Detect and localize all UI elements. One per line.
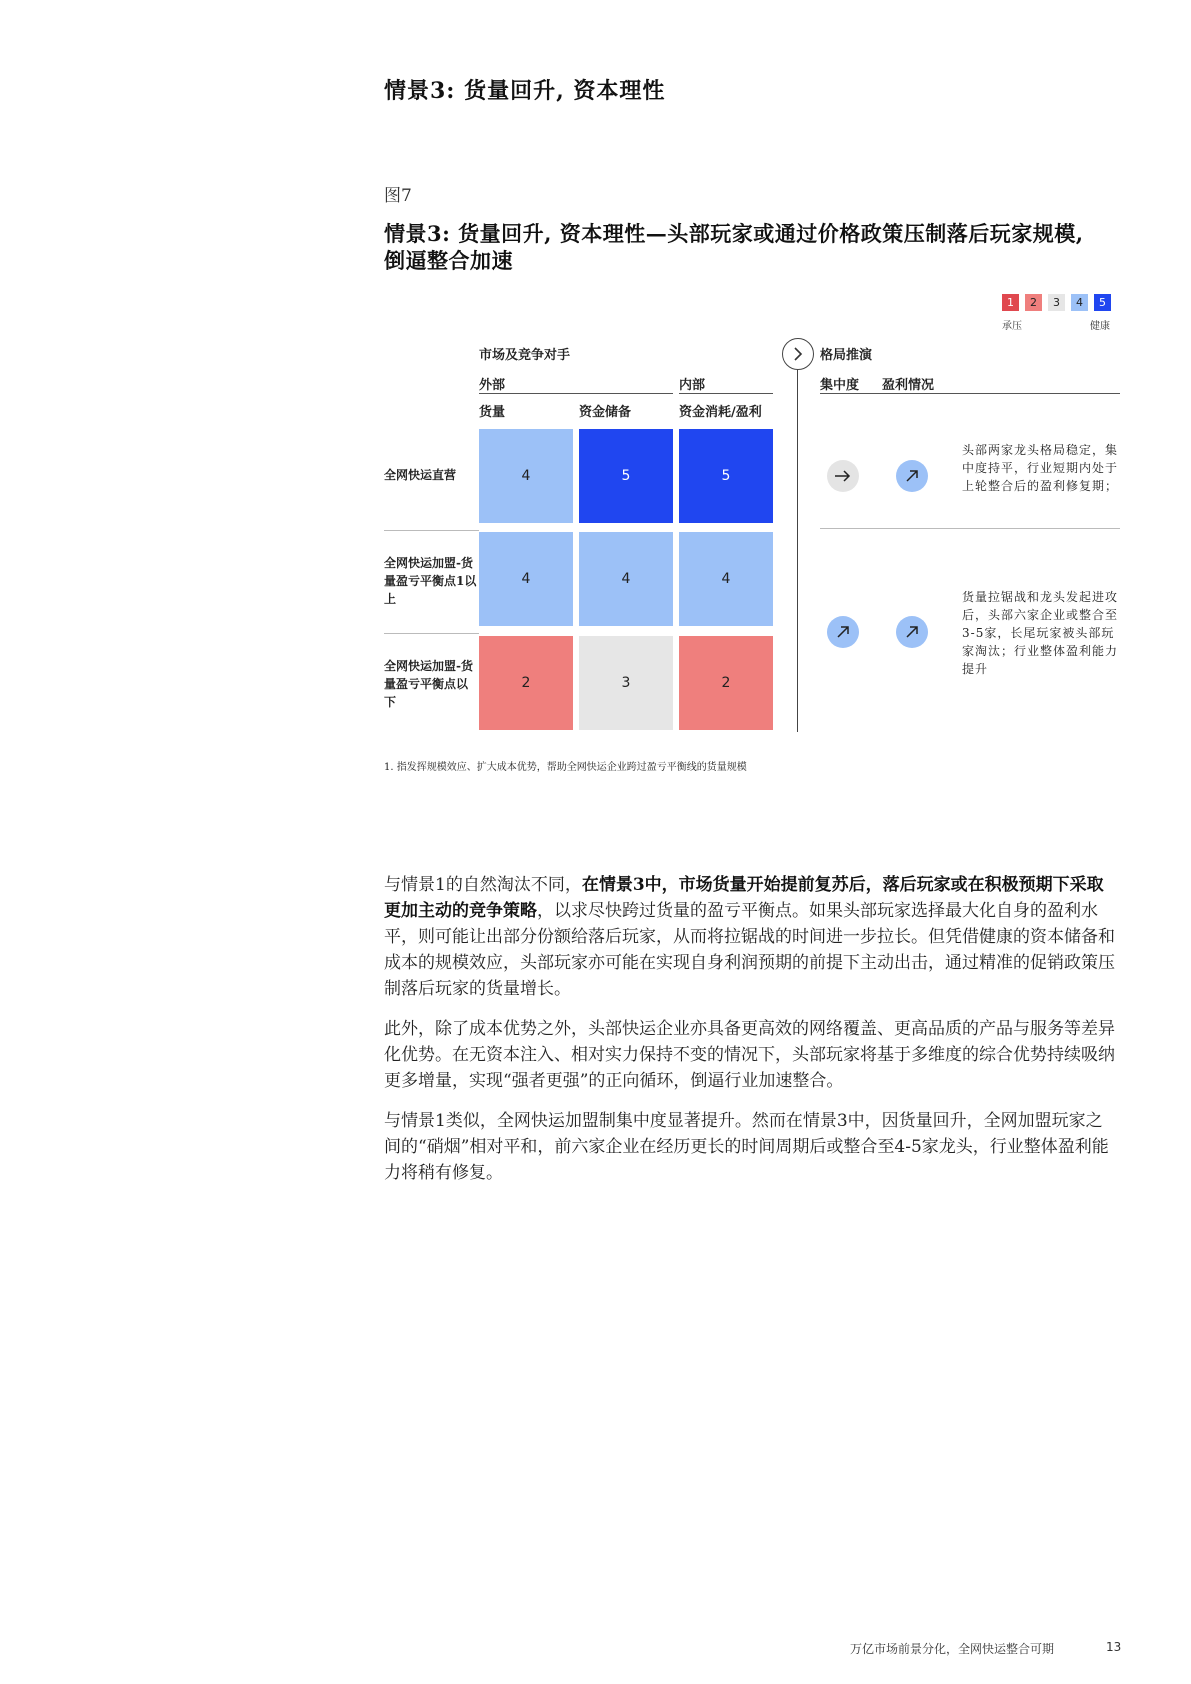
internal-rule <box>679 393 773 394</box>
section-title: 情景3: 货量回升, 资本理性 <box>384 78 666 104</box>
heatmap-cell: 4 <box>579 532 673 626</box>
legend-1: 1 <box>1002 294 1019 311</box>
heatmap-cell: 4 <box>679 532 773 626</box>
outlook-note-2: 货量拉锯战和龙头发起进攻后，头部六家企业或整合至3-5家，长尾玩家被头部玩家淘汰；行业整体盈利能力提升 <box>962 590 1119 676</box>
outlook-col-profit: 盈利情况 <box>882 378 935 393</box>
paragraph-emphasis: 在情景3中，市场货量开始提前复苏后，落后玩家或在积极预期下采取更加主动的竞争策略 <box>384 875 1104 921</box>
legend-3: 3 <box>1048 294 1065 311</box>
paragraph-text: ，以求尽快跨过货量的盈亏平衡点。如果头部玩家选择最大化自身的盈利水平，则可能让出部分份额给落后玩家，从而将拉锯战的时间进一步拉长。但凭借健康的资本储备和成本的规模效应，头部玩家亦可能在实现自身利润预期的前提下主动出击，通过精准的促销政策压制落后玩家的货量增长。 <box>384 901 1115 999</box>
col-header-burn: 资金消耗/盈利 <box>679 405 762 420</box>
heatmap-cell: 5 <box>679 429 773 523</box>
arrow-right-icon <box>827 460 859 492</box>
outlook-header: 格局推演 <box>820 348 873 363</box>
heatmap-cell: 4 <box>479 532 573 626</box>
legend-5: 5 <box>1094 294 1111 311</box>
color-legend <box>1002 294 1117 311</box>
outlook-note-1: 头部两家龙头格局稳定，集中度持平，行业短期内处于上轮整合后的盈利修复期； <box>962 443 1119 493</box>
external-rule <box>479 393 673 394</box>
legend-2: 2 <box>1025 294 1042 311</box>
row-divider <box>384 633 479 634</box>
outlook-row-divider <box>820 528 1120 529</box>
row-label-franchise-below: 全网快运加盟-货量盈亏平衡点以下 <box>384 659 473 709</box>
col-header-capital: 资金储备 <box>579 405 632 420</box>
page-number: 13 <box>1106 1640 1122 1654</box>
row-label-direct: 全网快运直营 <box>384 468 457 482</box>
figure-footnote: 1. 指发挥规模效应、扩大成本优势，帮助全网快运企业跨过盈亏平衡线的货量规模 <box>384 762 747 773</box>
figure-number: 图7 <box>384 186 412 206</box>
body-paragraph-2: 此外，除了成本优势之外，头部快运企业亦具备更高效的网络覆盖、更高品质的产品与服务等差异化优势。在无资本注入、相对实力保持不变的情况下，头部玩家将基于多维度的综合优势持续吸纳更多增量，实现“强者更强”的正向循环，倒逼行业加速整合。 <box>384 1019 1115 1091</box>
body-paragraph-3: 与情景1类似，全网快运加盟制集中度显著提升。然而在情景3中，因货量回升，全网加盟玩家之间的“硝烟”相对平和，前六家企业在经历更长的时间周期后或整合至4-5家龙头，行业整体盈利能力将稍有修复。 <box>384 1111 1109 1183</box>
arrow-up-right-icon <box>896 616 928 648</box>
outlook-rule <box>820 393 1120 394</box>
heatmap-cell: 2 <box>679 636 773 730</box>
arrow-up-right-icon <box>896 460 928 492</box>
legend-low-label: 承压 <box>1002 321 1022 332</box>
paragraph-text: 与情景1的自然淘汰不同， <box>384 875 582 895</box>
legend-4: 4 <box>1071 294 1088 311</box>
market-header: 市场及竞争对手 <box>479 348 571 363</box>
outlook-divider <box>797 365 798 732</box>
row-label-franchise-above: 全网快运加盟-货量盈亏平衡点1以上 <box>384 556 477 606</box>
arrow-up-right-icon <box>827 616 859 648</box>
external-header: 外部 <box>479 378 506 393</box>
heatmap-cell: 4 <box>479 429 573 523</box>
heatmap-cell: 5 <box>579 429 673 523</box>
row-divider <box>384 530 479 531</box>
outlook-col-concentration: 集中度 <box>820 378 860 393</box>
body-paragraph-1 <box>384 872 1119 1002</box>
col-header-volume: 货量 <box>479 405 506 420</box>
footer-title: 万亿市场前景分化，全网快运整合可期 <box>850 1642 1055 1656</box>
heatmap-cell: 3 <box>579 636 673 730</box>
heatmap-cell: 2 <box>479 636 573 730</box>
chevron-right-icon <box>782 338 814 370</box>
figure-title: 情景3: 货量回升, 资本理性—头部玩家或通过价格政策压制落后玩家规模, 倒逼整合加速 <box>384 221 1084 273</box>
internal-header: 内部 <box>679 378 706 393</box>
legend-high-label: 健康 <box>1090 321 1110 332</box>
